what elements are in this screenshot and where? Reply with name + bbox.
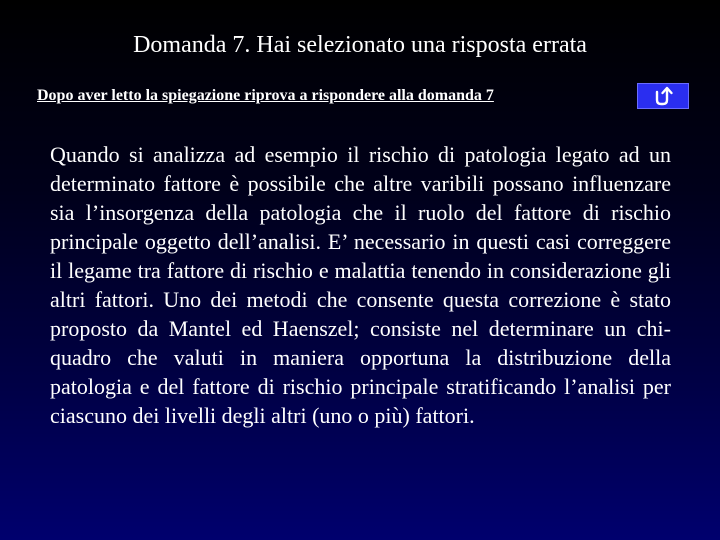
back-to-question-button[interactable] [637, 83, 689, 109]
return-arrow-icon [651, 86, 675, 106]
retry-instruction-link[interactable]: Dopo aver letto la spiegazione riprova a rispondere alla domanda 7 [37, 87, 494, 104]
page-title: Domanda 7. Hai selezionato una risposta errata [133, 32, 587, 58]
explanation-paragraph: Quando si analizza ad esempio il rischio di patologia legato ad un determinato fattore è possibile che altre varibili possano influenzare sia l’insorgenza della patologia che il ruolo del fattore di rischio principale oggetto dell’analisi. E’ necessario in questi casi correggere il legame tra fattore di rischio e malattia tenendo in considerazione gli altri fattori. Uno dei metodi che consente questa correzione è stato proposto da Mantel ed Haenszel; consiste nel determinare un chi-quadro che valuti in maniera opportuna la distribuzione della patologia e del fattore di rischio principale stratificando l’analisi per ciascuno dei livelli degli altri (uno o più) fattori. [50, 142, 671, 428]
